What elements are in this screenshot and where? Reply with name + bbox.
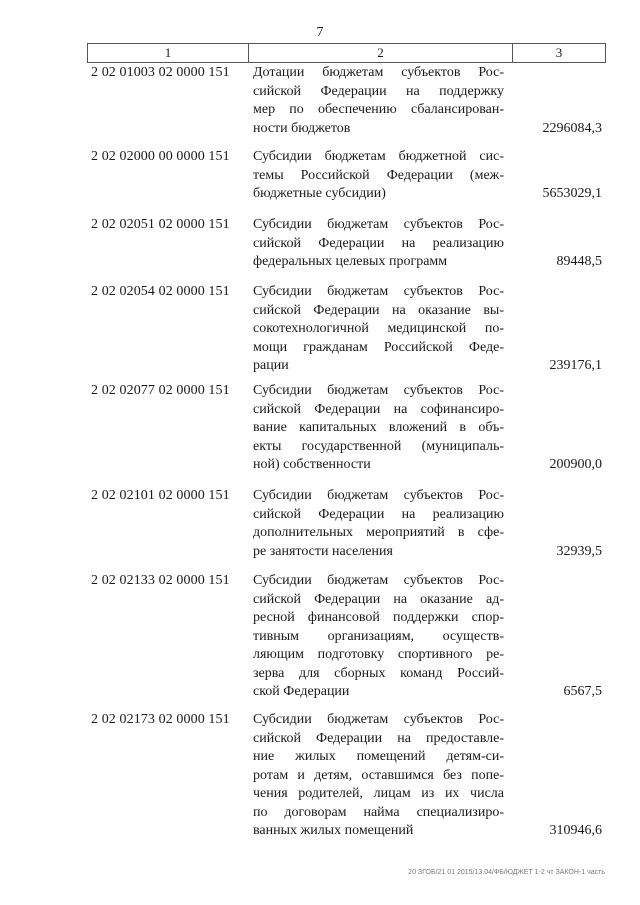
description-line: сийской Федерации на оказание ад- — [253, 591, 504, 607]
budget-code: 2 02 02054 02 0000 151 — [91, 284, 230, 299]
row-amount: 5653029,1 — [542, 186, 602, 201]
header-col-3: 3 — [555, 45, 563, 60]
description-line: ротам и детям, оставшимся без попе- — [253, 767, 504, 783]
description-line: Субсидии бюджетам субъектов Рос- — [253, 284, 504, 299]
description-line: зерва для сборных команд Россий- — [253, 665, 504, 681]
footer-note: 20 ЗГОБ/21 01 2015/13.04/ФБ/ЮДЖЕТ 1-2 чт ЗАКОН-1 часть — [408, 869, 605, 876]
budget-code: 2 02 02051 02 0000 151 — [91, 217, 230, 232]
budget-code: 2 02 02077 02 0000 151 — [91, 383, 230, 398]
budget-code: 2 02 02133 02 0000 151 — [91, 573, 230, 588]
row-description — [253, 148, 504, 204]
row-description — [253, 283, 504, 376]
description-line: ре занятости населения — [253, 543, 393, 559]
description-line: Субсидии бюджетам субъектов Рос- — [253, 217, 504, 232]
description-line: чения родителей, лицам из их числа — [253, 786, 504, 801]
description-line: ной) собственности — [253, 457, 371, 472]
description-line: сийской Федерации на поддержку — [253, 83, 504, 99]
row-description — [253, 382, 504, 475]
description-line: федеральных целевых программ — [253, 254, 448, 269]
description-line: екты государственной (муниципаль- — [253, 438, 504, 454]
description-line: мер по обеспечению сбалансирован- — [253, 102, 504, 117]
page-number: 7 — [316, 25, 324, 40]
description-line: сокотехнологичной медицинской по- — [253, 321, 504, 336]
description-line: ние жилых помещений детям-си- — [253, 749, 504, 764]
description-line: по договорам найма специализиро- — [253, 804, 504, 820]
description-line: ванных жилых помещений — [253, 823, 414, 838]
row-description — [253, 487, 504, 561]
description-line: Субсидии бюджетам бюджетной сис- — [253, 149, 504, 164]
header-col-1: 1 — [88, 44, 249, 62]
row-amount: 32939,5 — [556, 543, 602, 559]
description-line: сийской Федерации на оказание вы- — [253, 302, 504, 318]
description-line: мощи гражданам Российской Феде- — [253, 339, 504, 355]
description-line: Дотации бюджетам субъектов Рос- — [253, 65, 504, 80]
row-description — [253, 64, 504, 138]
row-amount: 2296084,3 — [542, 120, 602, 136]
description-line: Субсидии бюджетам субъектов Рос- — [253, 573, 504, 588]
budget-code: 2 02 01003 02 0000 151 — [91, 65, 230, 80]
budget-code: 2 02 02101 02 0000 151 — [91, 488, 230, 503]
description-line: сийской Федерации на реализацию — [253, 506, 504, 522]
row-description — [253, 711, 504, 841]
description-line: сийской Федерации на реализацию — [253, 235, 504, 251]
description-line: ской Федерации — [253, 684, 350, 699]
description-line: дополнительных мероприятий в сфе- — [253, 525, 504, 540]
description-line: ресной финансовой поддержки спор- — [253, 610, 504, 625]
description-line: Субсидии бюджетам субъектов Рос- — [253, 383, 504, 398]
budget-code: 2 02 02000 00 0000 151 — [91, 149, 230, 164]
description-line: сийской Федерации на софинансиро- — [253, 401, 504, 417]
header-col-2: 2 — [249, 44, 513, 62]
budget-code: 2 02 02173 02 0000 151 — [91, 712, 230, 727]
description-line: рации — [253, 358, 289, 373]
row-amount: 200900,0 — [549, 457, 602, 472]
description-line: ности бюджетов — [253, 120, 351, 136]
row-description — [253, 572, 504, 702]
description-line: тивным организациям, осуществ- — [253, 628, 504, 644]
row-description — [253, 216, 504, 272]
description-line: темы Российской Федерации (меж- — [253, 167, 504, 183]
description-line: бюджетные субсидии) — [253, 186, 386, 201]
description-line: вание капитальных вложений в объ- — [253, 420, 504, 435]
row-amount: 89448,5 — [556, 254, 602, 269]
description-line: Субсидии бюджетам субъектов Рос- — [253, 488, 504, 503]
row-amount: 6567,5 — [563, 684, 602, 699]
table-header — [87, 43, 606, 63]
description-line: сийской Федерации на предоставле- — [253, 730, 504, 746]
row-amount: 239176,1 — [549, 358, 602, 373]
description-line: Субсидии бюджетам субъектов Рос- — [253, 712, 504, 727]
description-line: ляющим подготовку спортивного ре- — [253, 647, 504, 662]
row-amount: 310946,6 — [549, 823, 602, 838]
